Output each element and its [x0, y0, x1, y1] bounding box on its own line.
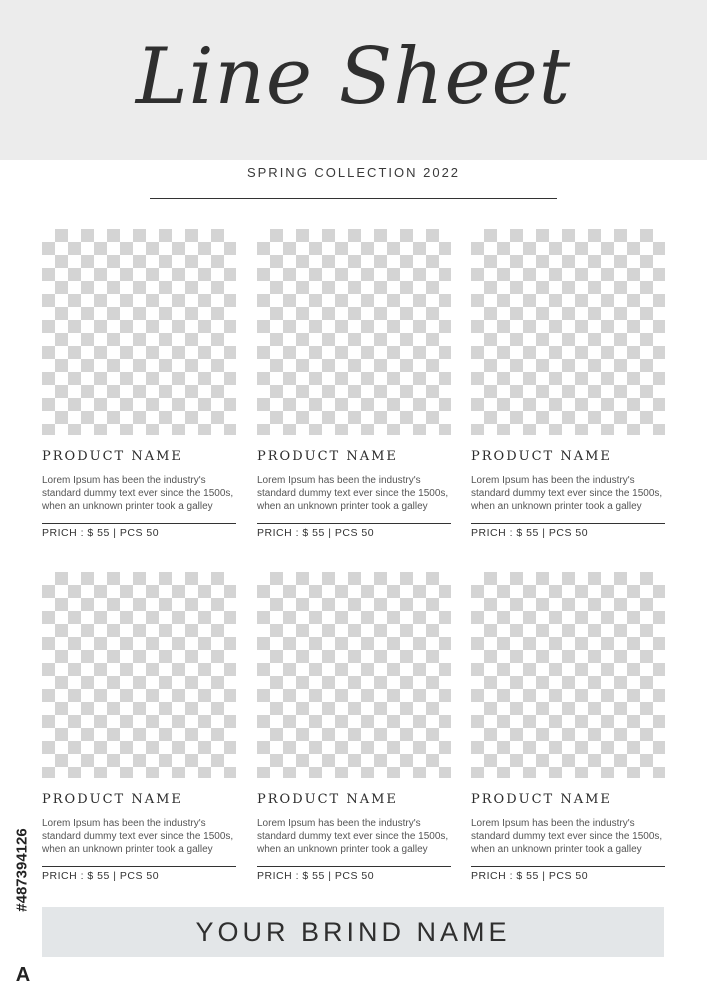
page-title: Line Sheet [135, 32, 572, 122]
product-divider [42, 523, 236, 524]
product-image-placeholder [471, 229, 665, 435]
product-name: PRODUCT NAME [42, 449, 183, 464]
stock-id-watermark [12, 760, 32, 980]
product-description: Lorem Ipsum has been the industry's standard dummy text ever since the 1500s, when an unknown printer took a galley [42, 475, 234, 512]
product-card [471, 229, 665, 539]
product-image-placeholder [42, 229, 236, 435]
product-name: PRODUCT NAME [257, 792, 398, 807]
product-description: Lorem Ipsum has been the industry's standard dummy text ever since the 1500s, when an unknown printer took a galley [257, 475, 449, 512]
product-divider [471, 523, 665, 524]
product-image-placeholder [257, 572, 451, 778]
product-card [471, 572, 665, 882]
product-price: PRICH : $ 55 | PCS 50 [257, 870, 375, 882]
product-image-placeholder [42, 572, 236, 778]
product-name: PRODUCT NAME [471, 792, 612, 807]
product-name: PRODUCT NAME [257, 449, 398, 464]
product-card [257, 572, 451, 882]
product-image-placeholder [257, 229, 451, 435]
product-price: PRICH : $ 55 | PCS 50 [42, 527, 160, 539]
brand-name: YOUR BRIND NAME [195, 917, 511, 947]
product-price: PRICH : $ 55 | PCS 50 [257, 527, 375, 539]
stock-logo-icon: A [15, 964, 31, 986]
subtitle-divider [150, 198, 557, 199]
product-card [257, 229, 451, 539]
product-price: PRICH : $ 55 | PCS 50 [42, 870, 160, 882]
product-card [42, 572, 236, 882]
product-divider [42, 866, 236, 867]
brand-band [42, 907, 664, 957]
product-description: Lorem Ipsum has been the industry's standard dummy text ever since the 1500s, when an unknown printer took a galley [471, 475, 663, 512]
product-card [42, 229, 236, 539]
product-divider [471, 866, 665, 867]
product-price: PRICH : $ 55 | PCS 50 [471, 527, 589, 539]
product-divider [257, 866, 451, 867]
product-description: Lorem Ipsum has been the industry's standard dummy text ever since the 1500s, when an unknown printer took a galley [257, 818, 449, 855]
product-description: Lorem Ipsum has been the industry's standard dummy text ever since the 1500s, when an unknown printer took a galley [42, 818, 234, 855]
product-description: Lorem Ipsum has been the industry's standard dummy text ever since the 1500s, when an unknown printer took a galley [471, 818, 663, 855]
product-image-placeholder [471, 572, 665, 778]
product-price: PRICH : $ 55 | PCS 50 [471, 870, 589, 882]
product-name: PRODUCT NAME [42, 792, 183, 807]
product-name: PRODUCT NAME [471, 449, 612, 464]
collection-subtitle: SPRING COLLECTION 2022 [246, 165, 461, 180]
stock-id-text: #487394126 [13, 828, 31, 912]
product-divider [257, 523, 451, 524]
